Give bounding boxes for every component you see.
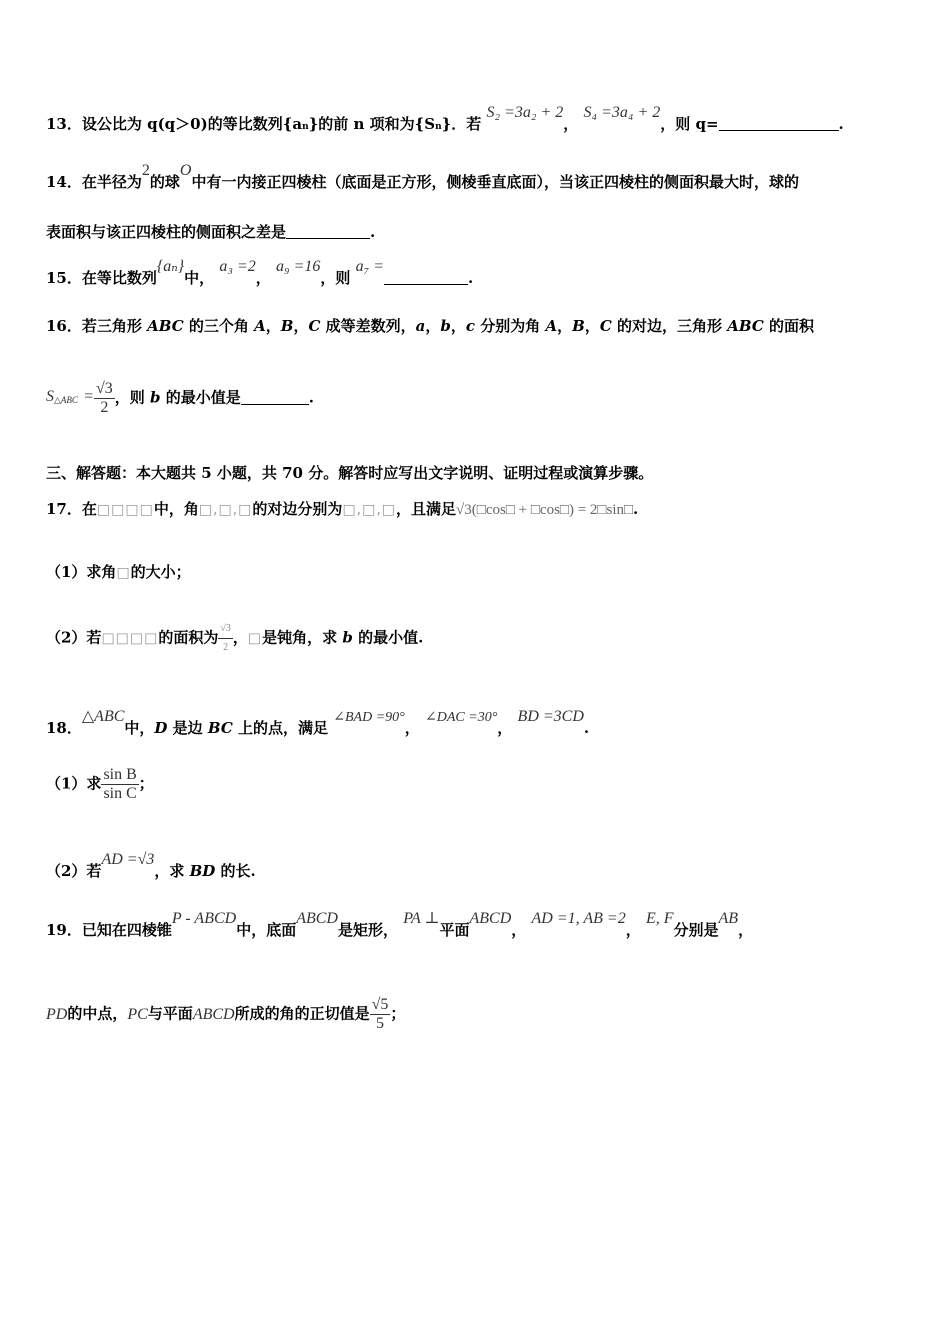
question-16-line1: 16．若三角形 ABC 的三个角 A，B，C 成等差数列，a，b，c 分别为角 A，B，C 的对边，三角形 ABC 的面积 <box>46 317 815 335</box>
q13-eq-s2: S₂ =3a₂ + 2 <box>486 104 564 121</box>
q16-area-fraction: $\frac{√3}{2}$ <box>95 380 113 416</box>
question-14-line2: 表面积与该正四棱柱的侧面积之差是 . <box>46 223 376 241</box>
section-3-heading: 三、解答题：本大题共 5 小题，共 70 分。解答时应写出文字说明、证明过程或演算步骤。 <box>46 464 654 482</box>
q17-area-fraction: $\frac{√3}{2}$ <box>218 620 233 657</box>
question-18: 18．△ABC中，D 是边 BC 上的点，满足 ∠BAD =90°， ∠DAC =30°， BD =3CD. <box>46 708 590 737</box>
question-17-part2: （2）若□□□□的面积为 $\frac{√3}{2}$ ，□是钝角，求 b 的最小值. <box>46 620 423 664</box>
question-18-part1: （1）求 $\frac{\text{sin B}}{\text{sin C}}$ ； <box>46 766 154 802</box>
question-16-line2: S△ABC = $\frac{√3}{2}$ ，则 b 的最小值是 . <box>46 380 314 416</box>
missing-glyph-icon: □□□□ <box>101 630 159 647</box>
question-13: 13．设公比为 q(q＞0)的等比数列{an}的前 n 项和为{Sn}．若 S₂ =3a₂ + 2， S₄ =3a₄ + 2，则 q= . <box>46 104 844 133</box>
q13-number: 13． <box>46 115 82 133</box>
missing-glyph-icon: □,□,□ <box>342 502 397 518</box>
q17-condition: √3(□cos□ + □cos□) = 2□sin□ <box>456 502 634 518</box>
q16-answer-blank <box>241 390 309 405</box>
q18-ratio-fraction: $\frac{\text{sin B}}{\text{sin C}}$ <box>103 766 137 802</box>
missing-glyph-icon: □□□□ <box>96 502 154 518</box>
question-17-part1: （1）求角□的大小； <box>46 563 191 581</box>
question-14-line1: 14．在半径为2的球O中有一内接正四棱柱（底面是正方形，侧棱垂直底面），当该正四棱柱的侧面积最大时，球的 <box>46 162 799 191</box>
missing-glyph-icon: □ <box>116 565 131 581</box>
q13-eq-s4: S₄ =3a₄ + 2 <box>583 104 661 121</box>
question-19-line2: PD的中点，PC与平面ABCD所成的角的正切值是 $\frac{√5}{5}$ ； <box>46 996 406 1032</box>
q14-answer-blank <box>286 224 370 239</box>
question-15: 15．在等比数列{aₙ}中， a₃ =2， a₉ =16，则 a₇ =. <box>46 258 474 287</box>
missing-glyph-icon: □,□,□ <box>198 502 253 518</box>
q19-tangent-fraction: $\frac{√5}{5}$ <box>371 996 389 1032</box>
question-17: 17．在□□□□中，角□,□,□的对边分别为□,□,□，且满足√3(□cos□ + □cos□) = 2□sin□. <box>46 500 639 518</box>
missing-glyph-icon: □ <box>247 630 263 647</box>
question-19-line1: 19．已知在四棱锥P - ABCD中，底面ABCD是矩形， PA ⊥平面ABCD， AD =1, AB =2， E, F分别是AB， <box>46 910 754 939</box>
question-18-part2: （2）若AD =√3，求 BD 的长. <box>46 851 256 880</box>
q15-answer-blank <box>384 270 468 285</box>
q13-answer-blank <box>719 116 839 131</box>
